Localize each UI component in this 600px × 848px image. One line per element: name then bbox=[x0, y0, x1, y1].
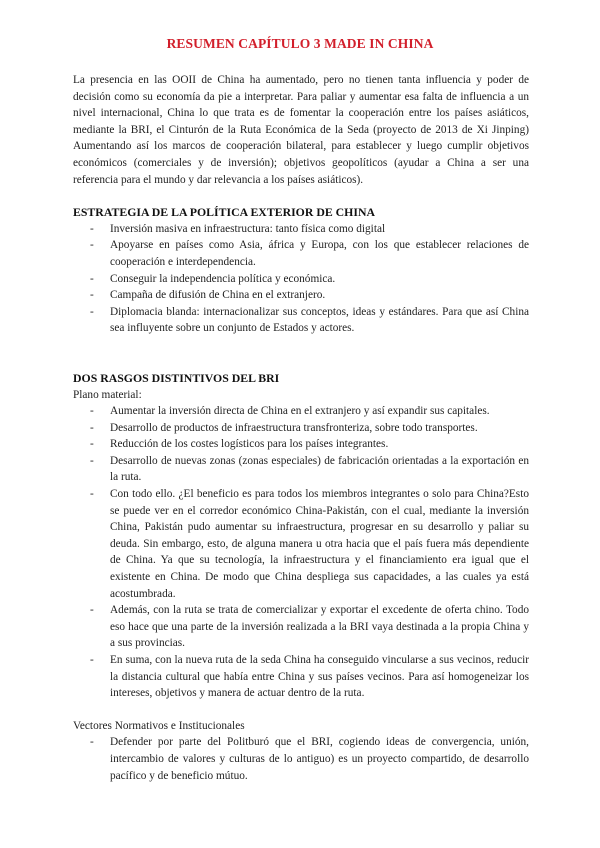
document-body bbox=[73, 72, 529, 784]
list-item: - Inversión masiva en infraestructura: tanto física como digital bbox=[90, 222, 386, 235]
list-item: - En suma, con la nueva ruta de la seda China ha conseguido vincularse a sus vecinos, reducir la distancia cultural que había entre China y sus países vecinos. Para así homogeneizar los intereses, objetivos y manera de actuar dentro de la ruta. bbox=[90, 654, 529, 700]
intro-paragraph: La presencia en las OOII de China ha aumentado, pero no tienen tanta influencia y poder de decisión como su economía da pie a interpretar. Para paliar y aumentar esa falta de influencia a un nivel internacional, China lo que trata es de fomentar la cooperación entre los países asiáticos, mediante la BRI, el Cinturón de la Ruta Económica de la Seda (proyecto de 2013 de Xi Jinping) Aumentando así los marcos de cooperación bilateral, para establecer y luego cumplir objetivos económicos (comerciales y de inversión); objetivos geopolíticos (ayudar a China a ser una referencia para el mundo y dar relevancia a los países asiáticos). bbox=[73, 74, 529, 186]
section-heading-strategy: ESTRATEGIA DE LA POLÍTICA EXTERIOR DE CHINA bbox=[73, 205, 375, 220]
list-item: - Además, con la ruta se trata de comercializar y exportar el excedente de oferta chino. Todo eso hace que una parte de la inversión realizada a la BRI vaya destinada a la propia China y a sus provincias. bbox=[90, 604, 529, 650]
list-item: - Campaña de difusión de China en el extranjero. bbox=[90, 289, 326, 302]
list-item: - Desarrollo de nuevas zonas (zonas especiales) de fabricación orientadas a la exportación en la ruta. bbox=[90, 454, 529, 484]
material-list bbox=[73, 403, 529, 702]
list-item: - Aumentar la inversión directa de China en el extranjero y así expandir sus capitales. bbox=[90, 405, 490, 418]
list-item: - Conseguir la independencia política y económica. bbox=[90, 272, 336, 285]
list-item: - Desarrollo de productos de infraestructura transfronteriza, sobre todo transportes. bbox=[90, 421, 478, 434]
document-title: RESUMEN CAPÍTULO 3 MADE IN CHINA bbox=[166, 36, 434, 51]
list-item: - Defender por parte del Politburó que el BRI, cogiendo ideas de convergencia, unión, intercambio de valores y culturas de lo antiguo) es un proyecto compartido, de desarrollo pacífico y de beneficio mútuo. bbox=[90, 736, 529, 782]
normative-list bbox=[73, 734, 529, 784]
section-heading-bri: DOS RASGOS DISTINTIVOS DEL BRI bbox=[73, 370, 280, 385]
subheading-material: Plano material: bbox=[73, 388, 142, 401]
list-item: - Diplomacia blanda: internacionalizar sus conceptos, ideas y estándares. Para que así China sea influyente sobre un conjunto de Estados y actores. bbox=[90, 305, 529, 335]
list-item: - Con todo ello. ¿El beneficio es para todos los miembros integrantes o solo para China?Esto se puede ver en el corredor económico China-Pakistán, con el cual, mediante la inversión China, Pakistán pudo aumentar su infraestructura, progresar en su desarrollo y paliar su deuda. Sin embargo, esto, de alguna manera u otra hacia que el país fuera más dependiente de China. Ya que su tecnología, la infraestructura y el financiamiento era igual que el existente en China. De modo que China despliega sus capacidades, a las cuales ya está acostumbrada. bbox=[90, 488, 529, 600]
list-item: - Apoyarse en países como Asia, áfrica y Europa, con los que establecer relaciones de cooperación e interdependencia. bbox=[90, 239, 529, 268]
subheading-normative: Vectores Normativos e Institucionales bbox=[73, 719, 245, 732]
list-item: - Reducción de los costes logísticos para los países integrantes. bbox=[90, 438, 389, 451]
strategy-list bbox=[73, 221, 529, 337]
